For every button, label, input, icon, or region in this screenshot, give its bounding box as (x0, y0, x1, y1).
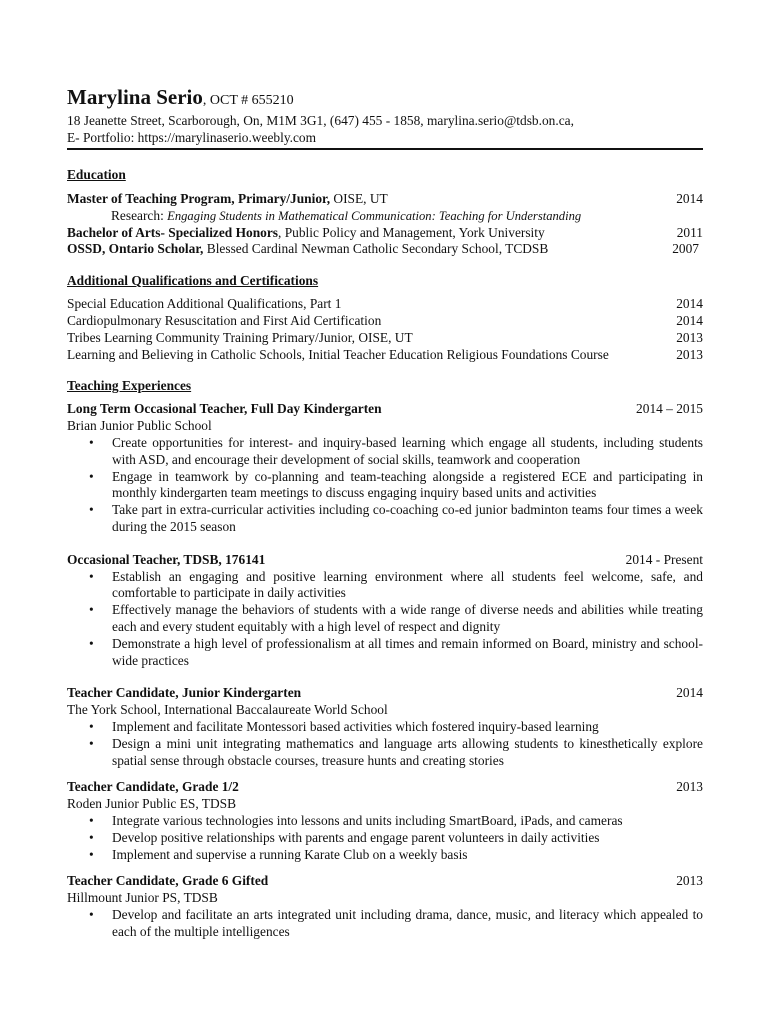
job-bullets (67, 907, 703, 941)
degree-name: OSSD, Ontario Scholar, (67, 241, 204, 257)
job-organization: Roden Junior Public ES, TDSB (67, 796, 237, 812)
job-title: Teacher Candidate, Junior Kindergarten (67, 685, 302, 701)
education-year: 2014 (676, 191, 703, 206)
degree-institution: Blessed Cardinal Newman Catholic Secondary School, TCDSB (203, 241, 549, 257)
experience-section (67, 377, 703, 940)
contact-address: 18 Jeanette Street, Scarborough, On, M1M 3G1, (647) 455 - 1858, marylina.serio@tdsb.on.ca, (67, 113, 574, 128)
job-organization: Brian Junior Public School (67, 418, 212, 434)
header-divider (67, 148, 703, 150)
qualification-text: Special Education Additional Qualifications, Part 1 (67, 296, 342, 312)
education-item (67, 191, 703, 208)
qualification-year: 2014 (676, 312, 703, 328)
job-header (67, 779, 703, 796)
research-line (67, 208, 703, 225)
qualification-year: 2014 (676, 296, 703, 312)
section-title-qualifications: Additional Qualifications and Certifications (67, 273, 319, 289)
contact-portfolio: E- Portfolio: https://marylinaserio.weebly.com (67, 130, 317, 145)
job-title: Occasional Teacher, TDSB, 176141 (67, 551, 266, 567)
job-bullets (67, 569, 703, 670)
bullet-item: • Create opportunities for interest- and inquiry-based learning which engage all students, including students with ASD, and encourage their development of social skills, teamwork and cooperation (67, 435, 703, 469)
job-header (67, 401, 703, 418)
bullet-item: • Effectively manage the behaviors of students with a wide range of diverse needs and abilities while treating each and every student equitably with a high level of respect and dignity (67, 602, 703, 636)
bullet-item: • Take part in extra-curricular activities including co-coaching co-ed junior badminton teams four times a week during the 2015 season (67, 502, 703, 536)
job-organization: Hillmount Junior PS, TDSB (67, 890, 218, 906)
job-entry (67, 685, 703, 769)
job-title: Long Term Occasional Teacher, Full Day Kindergarten (67, 401, 382, 417)
bullet-item: • Implement and facilitate Montessori based activities which fostered inquiry-based learning (67, 719, 703, 736)
job-organization: The York School, International Baccalaureate World School (67, 702, 388, 718)
education-degree (67, 241, 548, 258)
job-entry (67, 779, 703, 863)
qualifications-section (67, 272, 703, 363)
job-bullets (67, 435, 703, 536)
section-title-experience: Teaching Experiences (67, 378, 192, 394)
bullet-item: • Integrate various technologies into lessons and units including SmartBoard, iPads, and cameras (67, 813, 703, 830)
bullet-item: • Demonstrate a high level of professionalism at all times and remain informed on Board, ministry and school-wide practices (67, 636, 703, 670)
job-dates: 2014 - Present (625, 551, 703, 567)
degree-name: Bachelor of Arts- Specialized Honors (67, 224, 279, 240)
bullet-item: • Design a mini unit integrating mathematics and language arts allowing students to kinesthetically explore spatial sense through obstacle courses, treasure hunts and creating stories (67, 736, 703, 770)
resume-page (67, 86, 703, 940)
job-header (67, 873, 703, 890)
job-bullets (67, 719, 703, 769)
education-item (67, 225, 703, 242)
qualification-text: Tribes Learning Community Training Primary/Junior, OISE, UT (67, 329, 413, 345)
resume-header (67, 86, 703, 150)
education-year: 2011 (676, 224, 703, 240)
research-title: Engaging Students in Mathematical Communication: Teaching for Understanding (167, 208, 582, 223)
education-degree (67, 191, 388, 208)
qualification-item (67, 296, 703, 313)
education-item (67, 241, 703, 258)
education-degree (67, 225, 545, 242)
qualification-item (67, 330, 703, 347)
section-title-education: Education (67, 167, 126, 182)
qualification-year: 2013 (676, 346, 703, 362)
degree-institution: OISE, UT (330, 191, 388, 206)
job-entry (67, 401, 703, 535)
candidate-name: Marylina Serio (67, 85, 203, 109)
job-dates: 2014 (676, 685, 703, 701)
education-year: 2007 (672, 241, 699, 257)
qualification-item (67, 313, 703, 330)
job-dates: 2014 – 2015 (636, 401, 703, 417)
job-entry (67, 873, 703, 940)
name-line (67, 86, 703, 112)
job-bullets (67, 813, 703, 863)
job-header (67, 685, 703, 702)
job-dates: 2013 (676, 779, 703, 795)
qualification-item (67, 347, 703, 364)
bullet-item: • Establish an engaging and positive learning environment where all students feel welcome, safe, and comfortable to participate in daily activities (67, 569, 703, 603)
job-title: Teacher Candidate, Grade 1/2 (67, 779, 239, 795)
qualification-text: Learning and Believing in Catholic Schools, Initial Teacher Education Religious Foundations Course (67, 346, 609, 362)
education-section (67, 166, 703, 258)
bullet-item: • Develop and facilitate an arts integrated unit including drama, dance, music, and literacy which appealed to each of the multiple intelligences (67, 907, 703, 941)
degree-institution: , Public Policy and Management, York University (278, 224, 545, 240)
job-header (67, 552, 703, 569)
research-label: Research: (111, 207, 168, 223)
bullet-item: • Engage in teamwork by co-planning and team-teaching alongside a registered ECE and participating in monthly kindergarten team meetings to discuss engaging inquiry based units and activities (67, 469, 703, 503)
job-entry (67, 552, 703, 670)
job-title: Teacher Candidate, Grade 6 Gifted (67, 873, 269, 889)
qualification-text: Cardiopulmonary Resuscitation and First Aid Certification (67, 312, 382, 328)
degree-name: Master of Teaching Program, Primary/Junior, (67, 191, 331, 206)
bullet-item: • Implement and supervise a running Karate Club on a weekly basis (67, 847, 703, 864)
qualification-year: 2013 (676, 329, 703, 345)
job-dates: 2013 (676, 873, 703, 889)
bullet-item: • Develop positive relationships with parents and engage parent volunteers in daily activities (67, 830, 703, 847)
oct-number: , OCT # 655210 (202, 93, 294, 108)
